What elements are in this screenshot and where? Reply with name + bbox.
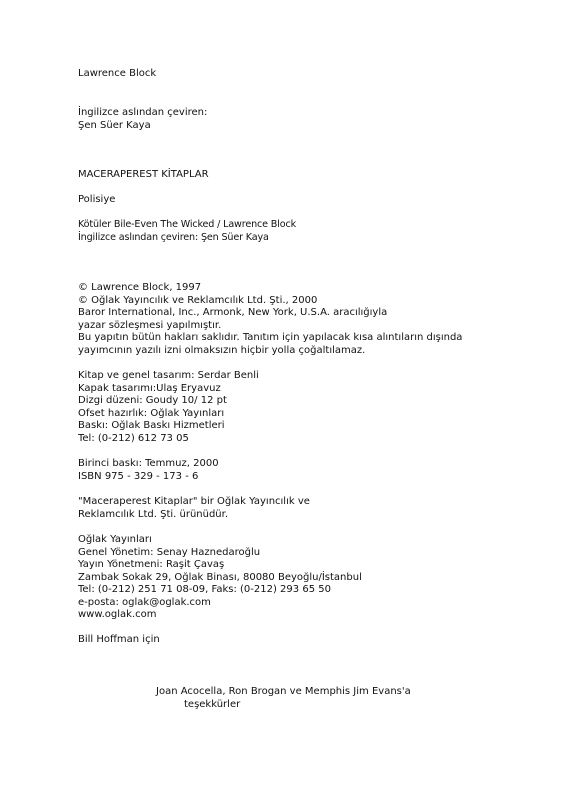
book-info-block <box>78 219 296 244</box>
genre-label: Polisiye <box>78 194 116 205</box>
publisher-email: e-posta: oglak@oglak.com <box>78 596 211 608</box>
printing-info-block <box>78 458 219 483</box>
publisher-line: Yayın Yönetmeni: Raşit Çavaş <box>78 559 225 570</box>
production-credits-block <box>78 370 259 445</box>
publisher-line: Genel Yönetim: Senay Haznedaroğlu <box>78 546 261 558</box>
publisher-name: Oğlak Yayınları <box>78 534 152 545</box>
product-note-line: Reklamcılık Ltd. Şti. ürünüdür. <box>78 508 229 520</box>
acknowledgement-block <box>156 686 411 711</box>
credit-line: Ofset hazırlık: Oğlak Yayınları <box>78 407 225 419</box>
isbn: ISBN 975 - 329 - 173 - 6 <box>78 470 199 482</box>
author-name: Lawrence Block <box>78 68 157 79</box>
acknowledgement-line: teşekkürler <box>184 698 241 710</box>
credit-line: Baskı: Oğlak Baskı Hizmetleri <box>78 420 225 431</box>
publisher-block <box>78 534 362 622</box>
translator-block <box>78 107 207 132</box>
publisher-phone: Tel: (0-212) 251 71 08-09, Faks: (0-212) 293 65 50 <box>78 584 331 595</box>
credit-line: Kapak tasarımı:Ulaş Eryavuz <box>78 382 221 394</box>
publisher-website: www.oglak.com <box>78 609 157 620</box>
genre-block <box>78 194 115 207</box>
copyright-line: © Oğlak Yayıncılık ve Reklamcılık Ltd. Şti., 2000 <box>78 294 318 306</box>
publisher-address: Zambak Sokak 29, Oğlak Binası, 80080 Beyoğlu/İstanbul <box>78 571 362 583</box>
product-note-block <box>78 496 310 521</box>
copyright-block <box>78 282 462 357</box>
credit-line: Tel: (0-212) 612 73 05 <box>78 432 189 444</box>
dedication: Bill Hoffman için <box>78 634 160 645</box>
book-translator-line: İngilizce aslından çeviren: Şen Süer Kaya <box>78 231 269 243</box>
series-name: MACERAPEREST KİTAPLAR <box>78 169 209 180</box>
product-note-line: "Maceraperest Kitaplar" bir Oğlak Yayıncılık ve <box>78 496 310 507</box>
series-block <box>78 169 209 182</box>
book-title-line: Kötüler Bile-Even The Wicked / Lawrence Block <box>78 219 296 230</box>
copyright-line: yayımcının yazılı izni olmaksızın hiçbir yolla çoğaltılamaz. <box>78 344 366 356</box>
credit-line: Kitap ve genel tasarım: Serdar Benli <box>78 370 259 381</box>
translator-label: İngilizce aslından çeviren: <box>78 107 208 118</box>
copyright-line: Baror International, Inc., Armonk, New York, U.S.A. aracılığıyla <box>78 307 388 318</box>
credit-line: Dizgi düzeni: Goudy 10/ 12 pt <box>78 395 227 406</box>
author-block <box>78 68 156 81</box>
copyright-line: Bu yapıtın bütün hakları saklıdır. Tanıtım için yapılacak kısa alıntıların dışında <box>78 332 463 343</box>
acknowledgement-line: Joan Acocella, Ron Brogan ve Memphis Jim Evans'a <box>156 686 411 697</box>
copyright-line: © Lawrence Block, 1997 <box>78 282 202 293</box>
first-printing: Birinci baskı: Temmuz, 2000 <box>78 458 219 469</box>
translator-name: Şen Süer Kaya <box>78 119 151 131</box>
dedication-block <box>78 634 160 647</box>
copyright-line: yazar sözleşmesi yapılmıştır. <box>78 319 222 331</box>
